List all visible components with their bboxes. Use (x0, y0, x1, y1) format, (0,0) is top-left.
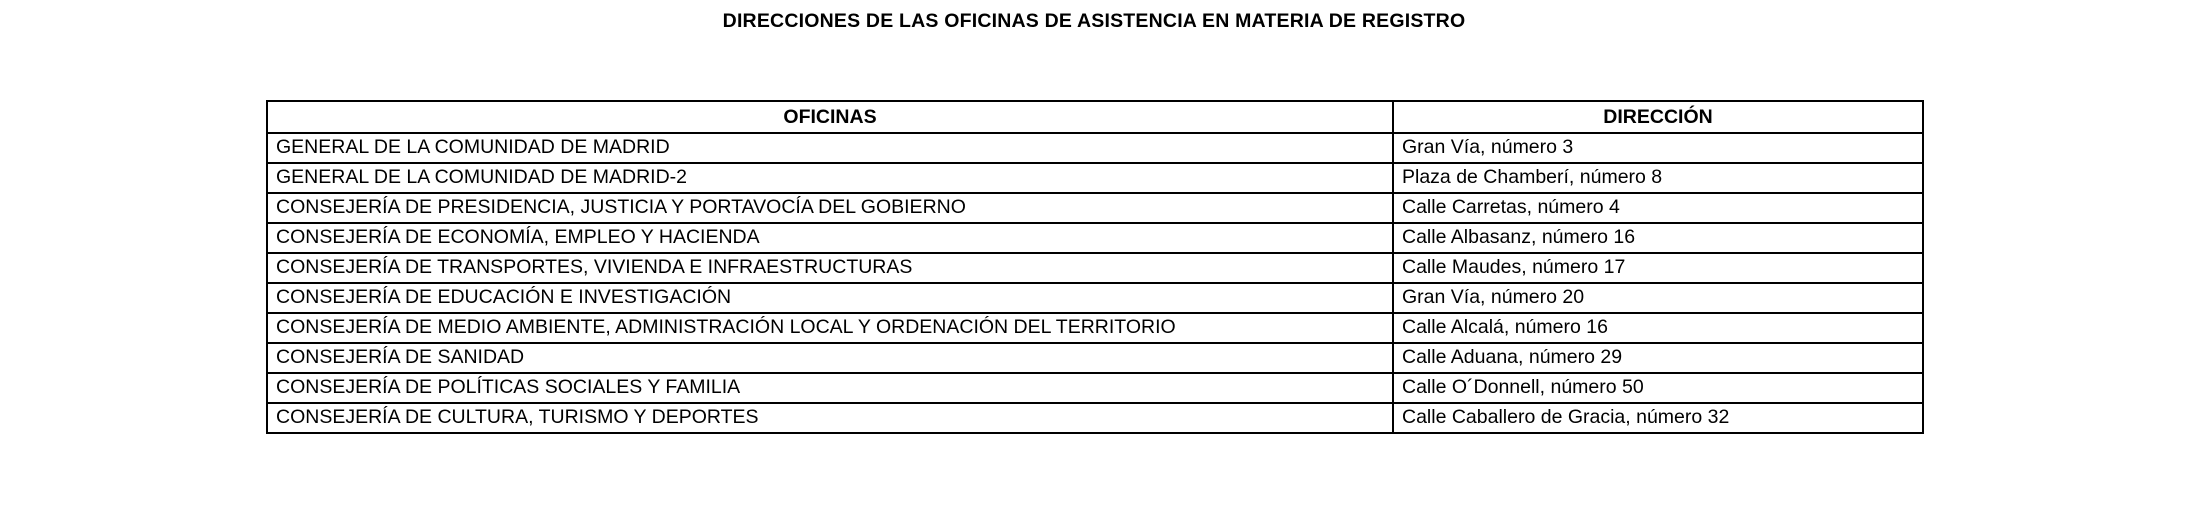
office-name: CONSEJERÍA DE MEDIO AMBIENTE, ADMINISTRACIÓN LOCAL Y ORDENACIÓN DEL TERRITORIO (276, 316, 1176, 338)
office-address: Calle Alcalá, número 16 (1402, 316, 1608, 338)
cell-address (1393, 253, 1923, 283)
office-address: Calle Aduana, número 29 (1402, 346, 1623, 368)
office-name: CONSEJERÍA DE CULTURA, TURISMO Y DEPORTES (276, 406, 759, 428)
cell-address (1393, 133, 1923, 163)
page-title: DIRECCIONES DE LAS OFICINAS DE ASISTENCIA EN MATERIA DE REGISTRO (722, 10, 1466, 32)
table-row (267, 313, 1923, 343)
cell-office (267, 283, 1393, 313)
table-row (267, 133, 1923, 163)
cell-address (1393, 313, 1923, 343)
cell-office (267, 133, 1393, 163)
cell-office (267, 253, 1393, 283)
cell-address (1393, 343, 1923, 373)
table-body (267, 133, 1923, 433)
cell-address (1393, 403, 1923, 433)
office-address: Calle Maudes, número 17 (1402, 256, 1626, 278)
table-row (267, 193, 1923, 223)
cell-office (267, 313, 1393, 343)
office-address: Calle Carretas, número 4 (1402, 196, 1620, 218)
office-address: Calle Albasanz, número 16 (1402, 226, 1636, 248)
office-address: Calle Caballero de Gracia, número 32 (1402, 406, 1730, 428)
cell-address (1393, 163, 1923, 193)
column-header-address: DIRECCIÓN (1393, 101, 1923, 133)
table-row (267, 343, 1923, 373)
offices-table (266, 100, 1924, 434)
office-name: GENERAL DE LA COMUNIDAD DE MADRID (276, 136, 670, 158)
cell-office (267, 403, 1393, 433)
column-header-offices: OFICINAS (267, 101, 1393, 133)
office-address: Plaza de Chamberí, número 8 (1402, 166, 1663, 188)
office-address: Calle O´Donnell, número 50 (1402, 376, 1644, 398)
office-name: CONSEJERÍA DE PRESIDENCIA, JUSTICIA Y PORTAVOCÍA DEL GOBIERNO (276, 196, 966, 218)
cell-office (267, 223, 1393, 253)
cell-address (1393, 223, 1923, 253)
office-name: GENERAL DE LA COMUNIDAD DE MADRID-2 (276, 166, 688, 188)
cell-office (267, 163, 1393, 193)
cell-address (1393, 193, 1923, 223)
table-row (267, 403, 1923, 433)
cell-office (267, 373, 1393, 403)
table-row (267, 163, 1923, 193)
table-row (267, 373, 1923, 403)
table-header (267, 101, 1923, 133)
office-name: CONSEJERÍA DE ECONOMÍA, EMPLEO Y HACIENDA (276, 226, 760, 248)
table-row (267, 283, 1923, 313)
offices-table-container (266, 100, 1922, 434)
cell-office (267, 343, 1393, 373)
office-name: CONSEJERÍA DE SANIDAD (276, 346, 525, 368)
table-header-row (267, 101, 1923, 133)
cell-office (267, 193, 1393, 223)
cell-address (1393, 373, 1923, 403)
office-name: CONSEJERÍA DE EDUCACIÓN E INVESTIGACIÓN (276, 286, 732, 308)
office-name: CONSEJERÍA DE TRANSPORTES, VIVIENDA E INFRAESTRUCTURAS (276, 256, 913, 278)
office-address: Gran Vía, número 3 (1402, 136, 1574, 158)
table-row (267, 223, 1923, 253)
cell-address (1393, 283, 1923, 313)
table-row (267, 253, 1923, 283)
office-name: CONSEJERÍA DE POLÍTICAS SOCIALES Y FAMILIA (276, 376, 741, 398)
office-address: Gran Vía, número 20 (1402, 286, 1585, 308)
